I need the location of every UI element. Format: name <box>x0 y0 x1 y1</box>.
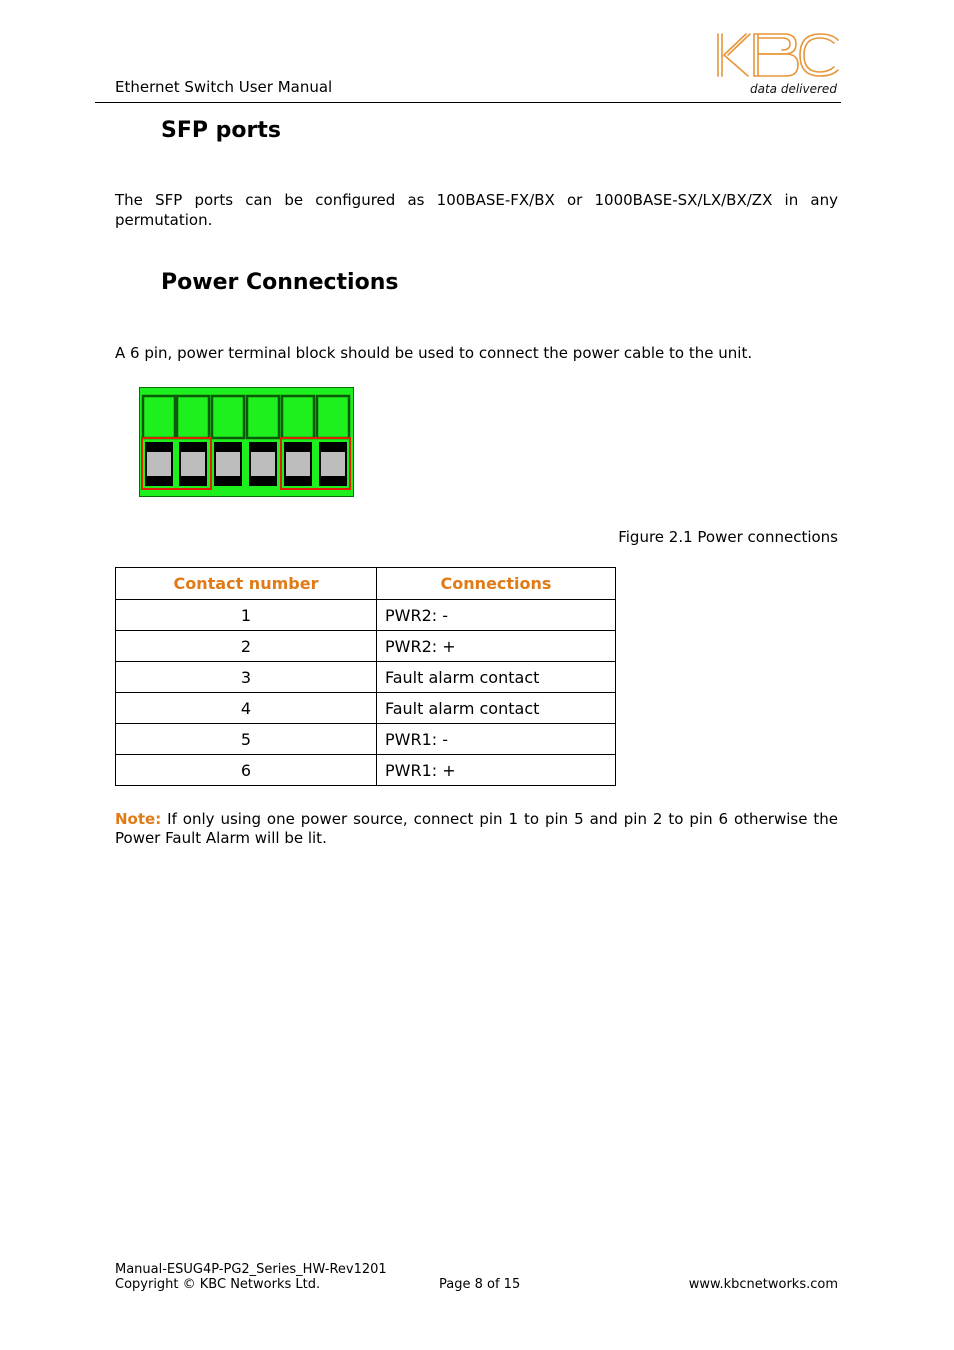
heading-sfp-ports: SFP ports <box>161 118 281 143</box>
power-connections-table <box>115 567 616 786</box>
connection-cell: Fault alarm contact <box>377 693 616 724</box>
terminal-pin-2 <box>179 442 207 486</box>
contact-number-cell: 2 <box>116 631 377 662</box>
connection-cell: PWR1: + <box>377 755 616 786</box>
table-header-connections: Connections <box>377 568 616 600</box>
header-divider <box>95 102 841 103</box>
table-row <box>116 662 616 693</box>
contact-number-cell: 5 <box>116 724 377 755</box>
note-text: If only using one power source, connect pin 1 to pin 5 and pin 2 to pin 6 otherwise the Power Fault Alarm will be lit. <box>115 810 838 847</box>
connection-cell: Fault alarm contact <box>377 662 616 693</box>
terminal-block-figure <box>139 387 354 497</box>
table-row <box>116 755 616 786</box>
note-paragraph <box>115 810 838 848</box>
contact-number-cell: 3 <box>116 662 377 693</box>
terminal-pin-5 <box>284 442 312 486</box>
contact-number-cell: 4 <box>116 693 377 724</box>
contact-number-cell: 6 <box>116 755 377 786</box>
connection-cell: PWR1: - <box>377 724 616 755</box>
terminal-pin-4 <box>249 442 277 486</box>
footer-copyright: Copyright © KBC Networks Ltd. <box>115 1277 321 1292</box>
terminal-pin-3 <box>214 442 242 486</box>
power-description: A 6 pin, power terminal block should be used to connect the power cable to the unit. <box>115 344 753 362</box>
footer-website-link[interactable]: www.kbcnetworks.com <box>688 1277 838 1292</box>
table-header-row <box>116 568 616 600</box>
terminal-top-slots <box>143 396 349 438</box>
table-row <box>116 724 616 755</box>
note-label: Note: <box>115 810 162 828</box>
terminal-pin-6 <box>319 442 347 486</box>
table-header-contact: Contact number <box>116 568 377 600</box>
table-row <box>116 600 616 631</box>
table-row <box>116 631 616 662</box>
logo-tagline: data delivered <box>750 82 837 96</box>
connection-cell: PWR2: + <box>377 631 616 662</box>
heading-power-connections: Power Connections <box>161 270 399 295</box>
table-row <box>116 693 616 724</box>
figure-caption: Figure 2.1 Power connections <box>618 528 838 546</box>
connection-cell: PWR2: - <box>377 600 616 631</box>
terminal-pin-1 <box>145 442 173 486</box>
header-title: Ethernet Switch User Manual <box>115 78 333 96</box>
sfp-description: The SFP ports can be configured as 100BASE-FX/BX or 1000BASE-SX/LX/BX/ZX in any permutation. <box>115 191 838 229</box>
footer-document-id: Manual-ESUG4P-PG2_Series_HW-Rev1201 <box>115 1262 387 1277</box>
contact-number-cell: 1 <box>116 600 377 631</box>
footer-page-number: Page 8 of 15 <box>439 1277 521 1292</box>
